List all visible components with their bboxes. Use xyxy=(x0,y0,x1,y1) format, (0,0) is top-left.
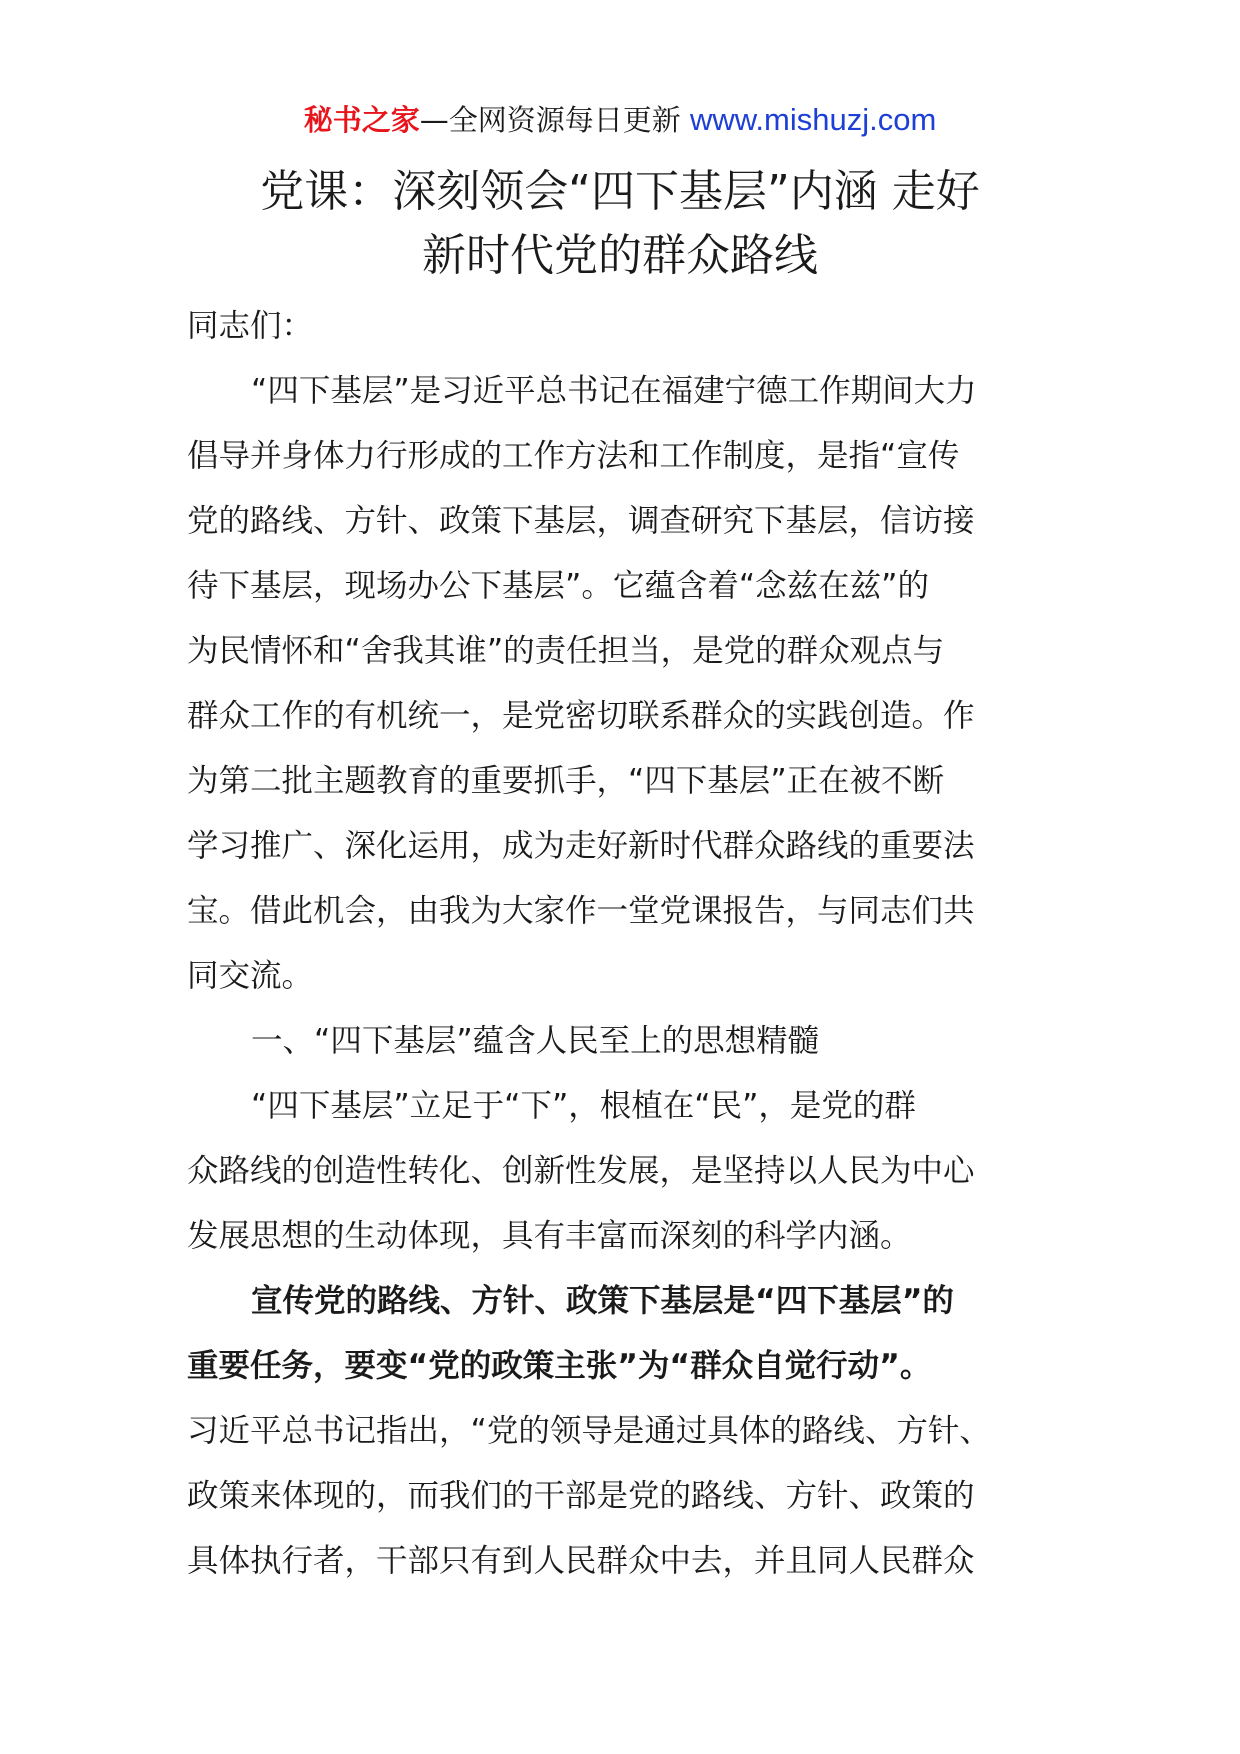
paragraph-line: 发展思想的生动体现，具有丰富而深刻的科学内涵。 xyxy=(187,1218,912,1254)
paragraph-line: 为民情怀和“舍我其谁”的责任担当，是党的群众观点与 xyxy=(187,633,945,669)
paragraph-line: 具体执行者，干部只有到人民群众中去，并且同人民群众 xyxy=(187,1543,975,1579)
document-body xyxy=(187,294,1047,1594)
paragraph-line: “四下基层”是习近平总书记在福建宁德工作期间大力 xyxy=(251,373,977,409)
paragraph-line: 习近平总书记指出，“党的领导是通过具体的路线、方针、 xyxy=(187,1413,991,1449)
section-heading: 一、“四下基层”蕴含人民至上的思想精髓 xyxy=(251,1023,820,1059)
paragraph-line: 同交流。 xyxy=(187,958,314,994)
document-title xyxy=(180,160,1060,288)
salutation: 同志们： xyxy=(187,308,314,344)
title-line-1: 党课：深刻领会“四下基层”内涵 走好 xyxy=(260,166,980,217)
bold-subheading-line: 重要任务，要变“党的政策主张”为“群众自觉行动”。 xyxy=(187,1348,932,1384)
paragraph-line: 党的路线、方针、政策下基层，调查研究下基层，信访接 xyxy=(187,503,975,539)
title-line-2: 新时代党的群众路线 xyxy=(422,230,818,281)
header-slogan: —全网资源每日更新 xyxy=(419,103,690,137)
paragraph-line: 倡导并身体力行形成的工作方法和工作制度，是指“宣传 xyxy=(187,438,960,474)
paragraph-line: 待下基层，现场办公下基层”。它蕴含着“念兹在兹”的 xyxy=(187,568,929,604)
paragraph-line: 为第二批主题教育的重要抓手，“四下基层”正在被不断 xyxy=(187,763,945,799)
bold-subheading-line: 宣传党的路线、方针、政策下基层是“四下基层”的 xyxy=(251,1283,954,1319)
brand-name: 秘书之家 xyxy=(303,103,420,137)
paragraph-line: 群众工作的有机统一，是党密切联系群众的实践创造。作 xyxy=(187,698,975,734)
paragraph-line: “四下基层”立足于“下”，根植在“民”，是党的群 xyxy=(251,1088,916,1124)
paragraph-line: 众路线的创造性转化、创新性发展，是坚持以人民为中心 xyxy=(187,1153,975,1189)
paragraph-line: 政策来体现的，而我们的干部是党的路线、方针、政策的 xyxy=(187,1478,975,1514)
paragraph-line: 宝。借此机会，由我为大家作一堂党课报告，与同志们共 xyxy=(187,893,975,929)
site-header xyxy=(0,100,1240,140)
paragraph-line: 学习推广、深化运用，成为走好新时代群众路线的重要法 xyxy=(187,828,975,864)
site-url-link[interactable]: www.mishuzj.com xyxy=(689,102,937,137)
